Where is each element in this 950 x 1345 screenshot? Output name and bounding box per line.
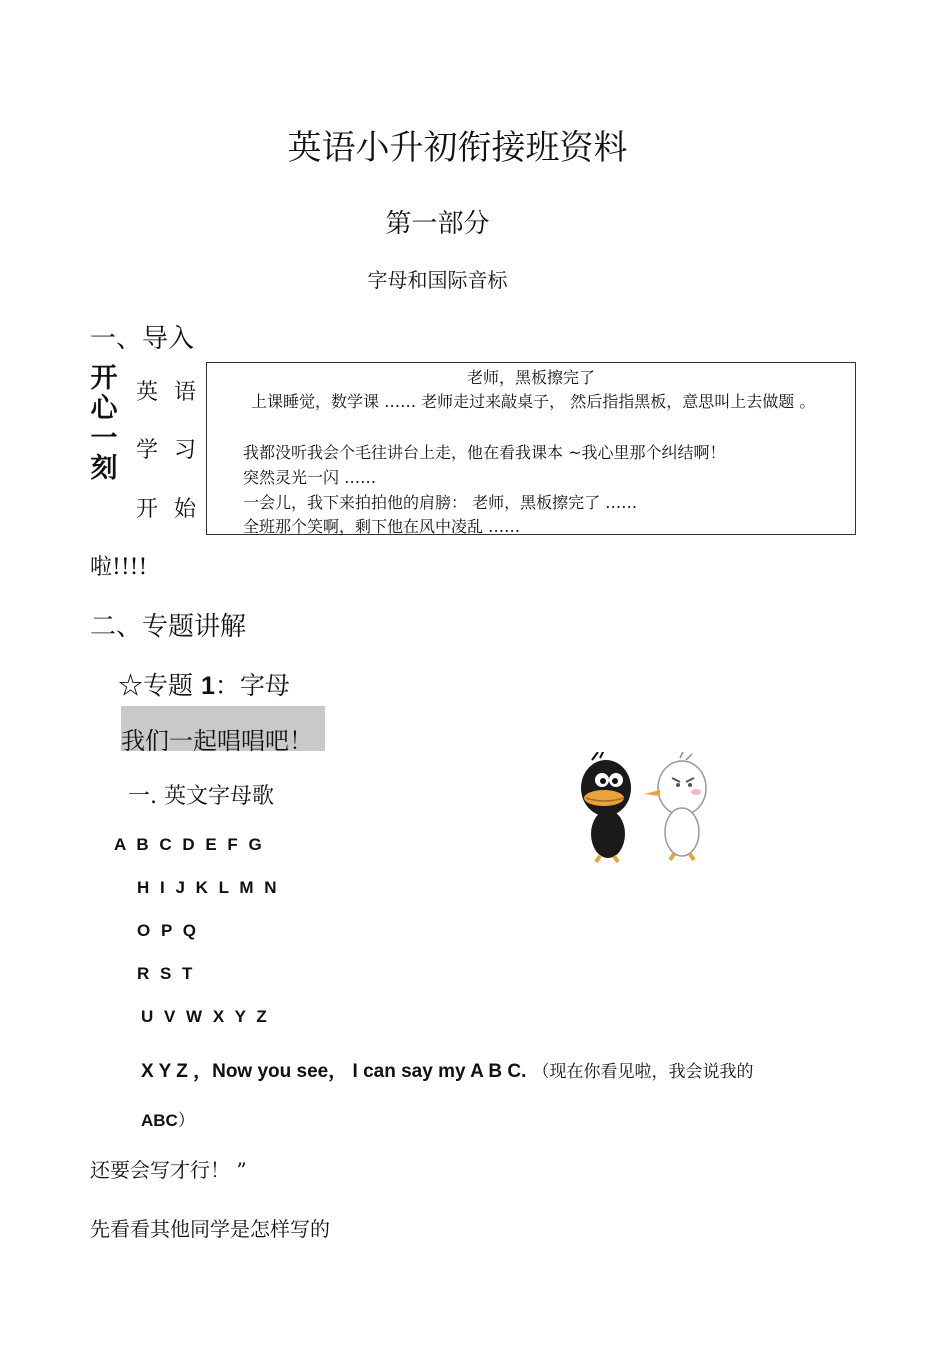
section-subtitle: 字母和国际音标 [367,268,508,292]
joke-title: 老师，黑板擦完了 [466,368,595,387]
write-note: 还要会写才行！ ” [90,1158,247,1182]
joke-line: 全班那个笑啊，剩下他在风中凌乱 …… [243,517,521,536]
topic-number: 1 [200,672,215,700]
ducks-illustration [572,752,722,864]
song-ending-abc: ABC [141,1111,178,1130]
alphabet-line: U V W X Y Z [141,1007,267,1026]
two-ducks-icon [572,752,722,864]
side-word-1: 英语 [136,380,213,405]
song-ending-line [141,1056,753,1083]
section-heading-topics: 二、专题讲解 [90,612,247,642]
song-ending-english: X Y Z ，Now you see， I can say my A B C. [141,1061,527,1082]
sing-banner-text: 我们一起唱唱吧！ [121,727,313,755]
look-note: 先看看其他同学是怎样写的 [90,1217,330,1241]
topic-prefix: ☆专题 [118,671,201,700]
song-ending-chinese: （现在你看见啦，我会说我的 [532,1062,754,1082]
topic-heading [118,666,290,702]
alphabet-line: H I J K L M N [137,878,277,897]
song-ending-close: ） [177,1111,195,1131]
joke-line: 我都没听我会个毛往讲台上走，他在看我课本 ~我心里那个纠结啊！ [243,443,726,462]
alphabet-line: A B C D E F G [114,835,262,854]
joke-label: 开心一刻 [90,363,118,484]
joke-line: 上课睡觉，数学课 …… 老师走过来敲桌子， 然后指指黑板，意思叫上去做题 。 [251,392,816,411]
side-word-tail: 啦!!!! [90,555,148,580]
joke-line: 一会儿，我下来拍拍他的肩膀： 老师，黑板擦完了 …… [243,493,638,512]
joke-story-box [206,362,856,535]
document-title: 英语小升初衔接班资料 [287,128,628,168]
side-word-2: 学习 [136,438,213,463]
section-heading-intro: 一、导入 [90,324,195,354]
topic-suffix: ：字母 [214,671,290,700]
side-word-3: 开始 [136,497,213,522]
alphabet-line: R S T [137,964,193,983]
alphabet-song-heading: 一. 英文字母歌 [128,784,274,809]
joke-line: 突然灵光一闪 …… [243,468,377,487]
part-title: 第一部分 [385,209,490,239]
alphabet-line: O P Q [137,921,196,940]
song-ending-continued [141,1106,195,1131]
